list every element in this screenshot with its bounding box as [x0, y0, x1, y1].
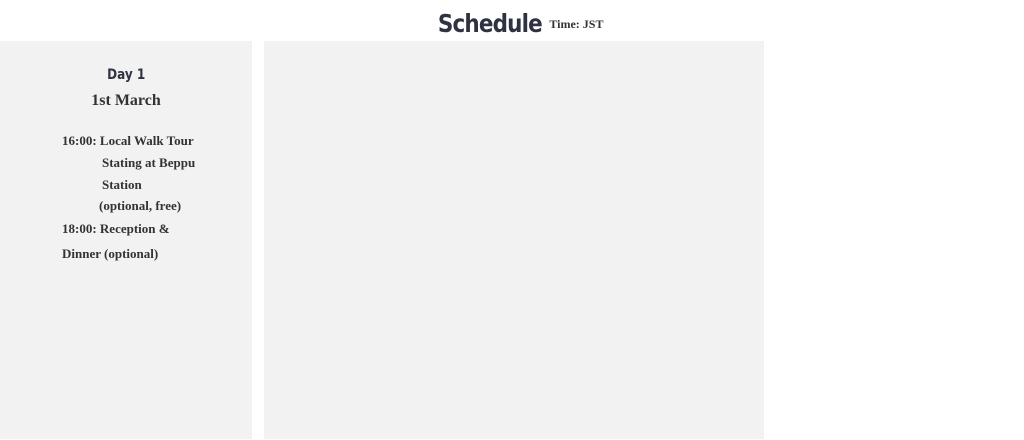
- page-title: Schedule: [437, 9, 542, 38]
- day-1-column: [0, 41, 252, 439]
- day-heading: Day 1: [106, 67, 146, 83]
- day-2-column: [264, 41, 764, 439]
- schedule-item: 16:00: Local Walk Tour: [62, 133, 194, 148]
- schedule-header: [0, 0, 1024, 40]
- schedule-item: (optional, free): [99, 198, 182, 213]
- schedule-columns: [0, 40, 1024, 440]
- schedule-item: Station: [102, 177, 142, 192]
- schedule-item: 18:00: Reception &: [62, 221, 170, 236]
- schedule-item: Dinner (optional): [62, 246, 159, 261]
- schedule-item: Stating at Beppu: [102, 155, 196, 170]
- timezone-label: Time: JST: [549, 17, 604, 31]
- day-date: 1st March: [91, 92, 161, 109]
